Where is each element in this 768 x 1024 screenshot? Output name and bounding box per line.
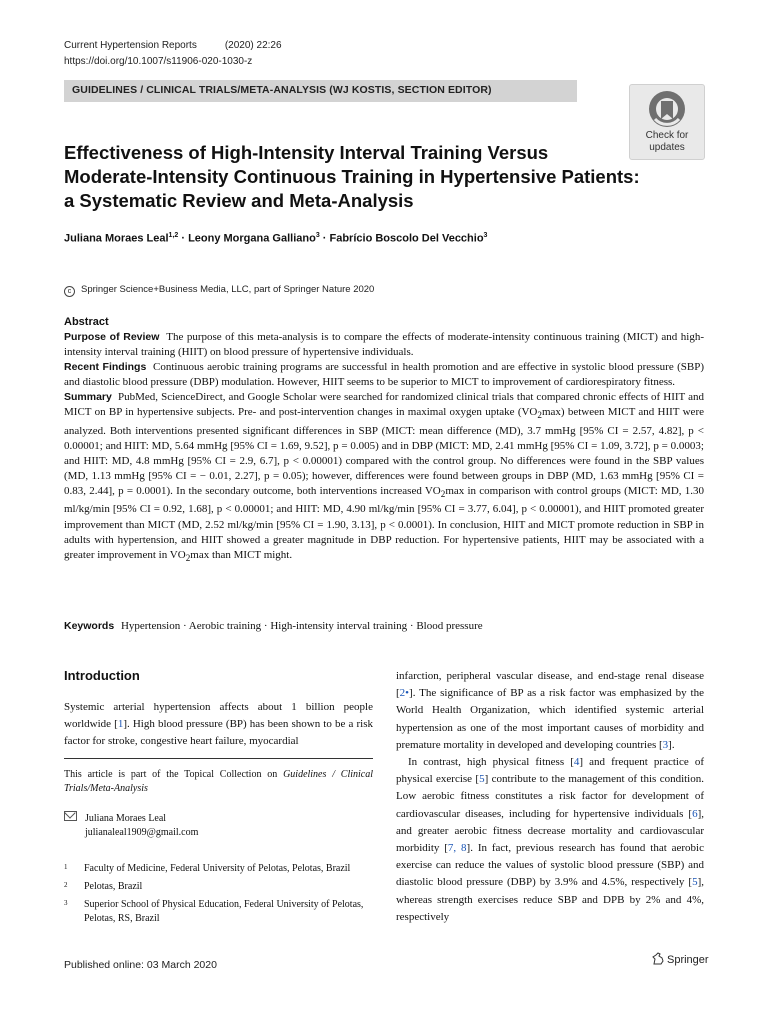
summary-text: max than MICT might. xyxy=(190,548,293,561)
springer-horse-icon xyxy=(651,952,665,966)
right-column xyxy=(396,668,704,926)
journal-volume: (2020) 22:26 xyxy=(224,40,282,51)
affiliation-text: Superior School of Physical Education, Federal University of Pelotas, Pelotas, RS, Brazil xyxy=(84,899,364,924)
purpose-text: The purpose of this meta-analysis is to compare the effects of moderate-intensity continuous training (MICT) and high-intensity interval training (HIIT) on blood pressure of hypertensive individuals. xyxy=(64,331,704,359)
copyright-icon: c xyxy=(64,286,75,297)
body-text: ], and greater aerobic fitness decrease mortality and cardiovascular morbidity [ xyxy=(396,807,704,855)
corresponding-author: Juliana Moraes Leal xyxy=(85,813,167,824)
body-text: In contrast, high physical fitness [ xyxy=(408,756,574,769)
correspondence xyxy=(64,811,198,840)
envelope-icon xyxy=(64,811,77,821)
citation-link[interactable]: 7, 8 xyxy=(447,842,467,855)
body-text: infarction, peripheral vascular disease, and end-stage renal disease [ xyxy=(396,670,704,700)
body-text: ] contribute to the management of this condition. Low aerobic fitness constitutes a risk factor for development of cardiovascular diseases, including for hypertensive individuals [ xyxy=(396,773,704,820)
subscript: 2 xyxy=(440,489,446,500)
author-affil: 3 xyxy=(483,232,488,239)
collection-name: Guidelines / Clinical Trials/Meta-Analysis xyxy=(64,769,373,794)
section-heading: Introduction xyxy=(64,668,140,683)
doi-link[interactable]: https://doi.org/10.1007/s11906-020-1030-z xyxy=(64,56,253,67)
intro-paragraph-2 xyxy=(396,668,704,754)
author-affil: 1,2 xyxy=(168,232,179,239)
citation-link[interactable]: 2• xyxy=(399,687,410,700)
abstract-heading: Abstract xyxy=(64,316,109,328)
affiliation xyxy=(64,862,373,876)
author-list xyxy=(64,232,487,245)
author-separator: · xyxy=(319,232,330,245)
citation-link[interactable]: 5 xyxy=(692,876,698,889)
intro-paragraph-3 xyxy=(396,754,704,926)
findings-label: Recent Findings xyxy=(64,361,147,374)
body-text: ] and frequent practice of physical exercise [ xyxy=(396,756,704,786)
copyright-text: Springer Science+Business Media, LLC, part of Springer Nature 2020 xyxy=(81,284,375,295)
affiliation xyxy=(64,880,373,894)
author-affil: 3 xyxy=(315,232,320,239)
citation-link[interactable]: 4 xyxy=(573,756,580,769)
author-name[interactable]: Fabrício Boscolo Del Vecchio xyxy=(329,232,484,245)
purpose-label: Purpose of Review xyxy=(64,331,160,343)
intro-paragraph-1 xyxy=(64,699,373,751)
check-label-2: updates xyxy=(649,142,685,153)
affiliation-number: 3 xyxy=(64,899,68,907)
findings-text: Continuous aerobic training programs are successful in health promotion and are effective in systolic blood pressure (SBP) and diastolic blood pressure (DBP) modulation. However, HIIT seems to be superior to MICT to improvement of cardiorespiratory fitness. xyxy=(64,361,704,389)
affiliation-number: 2 xyxy=(64,881,68,889)
subscript: 2 xyxy=(185,552,191,563)
topical-collection-note xyxy=(64,758,373,796)
crossmark-icon xyxy=(647,89,687,129)
keywords-label: Keywords xyxy=(64,620,115,632)
published-date: Published online: 03 March 2020 xyxy=(64,959,217,971)
abstract-summary xyxy=(64,390,704,566)
corresponding-email[interactable]: julianaleal1909@gmail.com xyxy=(85,827,199,838)
author-name[interactable]: Leony Morgana Galliano xyxy=(188,232,316,245)
keywords xyxy=(64,620,483,632)
summary-label: Summary xyxy=(64,391,112,404)
summary-text: max) between MICT and HIIT were analyzed. Both interventions presented significant differences in SBP (MICT: mean difference (MD), 3.7 mmHg [95% CI = 2.57, 4.82], p < 0.00001; and HIIT: MD, 5.64 mmHg [95% CI = 1.69, 9.52], p = 0.005) and in DBP (MICT: MD, 2.41 mmHg [95% CI = 1.09, 3.72], p = 0.0003; and HIIT: MD, 4.8 mmHg [95% CI = 2.9, 6.7], p < 0.00001) compared with the control group. No differences were found in the SBP values (MD, 1.13 mmHg [95% CI = − 0.01, 2.27], p = 0.05); however, differences were found between groups in DBP (MD, 1.63 mmHg [95% CI = 0.83, 2.44], p = 0.0001). In the secondary outcome, both interventions increased VO xyxy=(64,406,704,498)
affiliation-text: Faculty of Medicine, Federal University of Pelotas, Pelotas, Brazil xyxy=(84,863,351,874)
abstract xyxy=(64,330,704,566)
summary-text: max in comparison with control groups (MICT: MD, 1.30 ml/kg/min [95% CI = 0.92, 1.68], p < 0.00001; and HIIT: MD, 4.90 ml/kg/min [95% CI = 3.77, 6.04], p < 0.00001), and HIIT promoted greater improvement than MICT (MD, 2.52 ml/kg/min [95% CI = 1.90, 3.13], p < 0.0001). In conclusion, HIIT and MICT promote reduction in SBP in adults with hypertension, and HIIT showed a greater magnitude in DBP reduction. For hypertensive patients, HIIT may be associated with a greater improvement in VO xyxy=(64,485,704,561)
publisher-name: Springer xyxy=(667,954,709,966)
title-line: Effectiveness of High-Intensity Interval Training Versus xyxy=(64,142,549,163)
affiliation-text: Pelotas, Brazil xyxy=(84,881,143,892)
citation-link[interactable]: 3 xyxy=(662,738,669,751)
title-line: Moderate-Intensity Continuous Training in Hypertensive Patients: xyxy=(64,166,640,187)
author-name[interactable]: Juliana Moraes Leal xyxy=(64,232,169,245)
journal-header xyxy=(64,40,282,51)
citation-link[interactable]: 1 xyxy=(117,718,124,731)
citation-link[interactable]: 5 xyxy=(479,773,485,786)
body-text: ]. The significance of BP as a risk factor was emphasized by the World Health Organization, which identified systemic arterial hypertension as one of the most important causes of morbidity and premature mortality in developed and developing countries [ xyxy=(396,687,704,751)
author-separator: · xyxy=(178,232,189,245)
citation-link[interactable]: 6 xyxy=(692,807,698,820)
check-label-1: Check for xyxy=(645,130,689,141)
affiliation xyxy=(64,898,373,926)
keywords-text: Hypertension · Aerobic training · High-intensity interval training · Blood pressure xyxy=(120,620,483,632)
footnote-text: This article is part of the Topical Collection on xyxy=(64,769,284,780)
summary-text: PubMed, ScienceDirect, and Google Scholar were searched for randomized clinical trials that compared chronic effects of HIIT and MICT on BP in hypertensive subjects. Pre- and post-intervention changes in maximal oxygen uptake (VO xyxy=(64,391,705,419)
abstract-purpose xyxy=(64,330,704,360)
affiliation-number: 1 xyxy=(64,863,68,871)
body-text: Systemic arterial hypertension affects about 1 billion people worldwide [ xyxy=(64,701,373,731)
subscript: 2 xyxy=(537,410,542,421)
body-text: ]. xyxy=(668,738,675,751)
section-banner: GUIDELINES / CLINICAL TRIALS/META-ANALYSIS (WJ KOSTIS, SECTION EDITOR) xyxy=(64,80,577,102)
title-line: a Systematic Review and Meta-Analysis xyxy=(64,190,414,211)
copyright-line xyxy=(64,284,374,297)
springer-logo xyxy=(651,952,709,966)
body-text: ]. In fact, previous research has found that aerobic exercise can reduce the values of systolic blood pressure (SBP) and diastolic blood pressure (DBP) by 3.9% and 4.5%, respectively [ xyxy=(396,842,704,889)
body-text: ]. High blood pressure (BP) has been shown to be a risk factor for stroke, congestive heart failure, myocardial xyxy=(64,718,373,748)
abstract-findings xyxy=(64,360,704,390)
body-text: ], whereas strength exercises reduce SBP and DPB by 2% and 4%, respectively xyxy=(396,876,704,923)
article-title xyxy=(64,141,664,213)
journal-name: Current Hypertension Reports xyxy=(64,40,197,51)
left-column xyxy=(64,668,373,751)
